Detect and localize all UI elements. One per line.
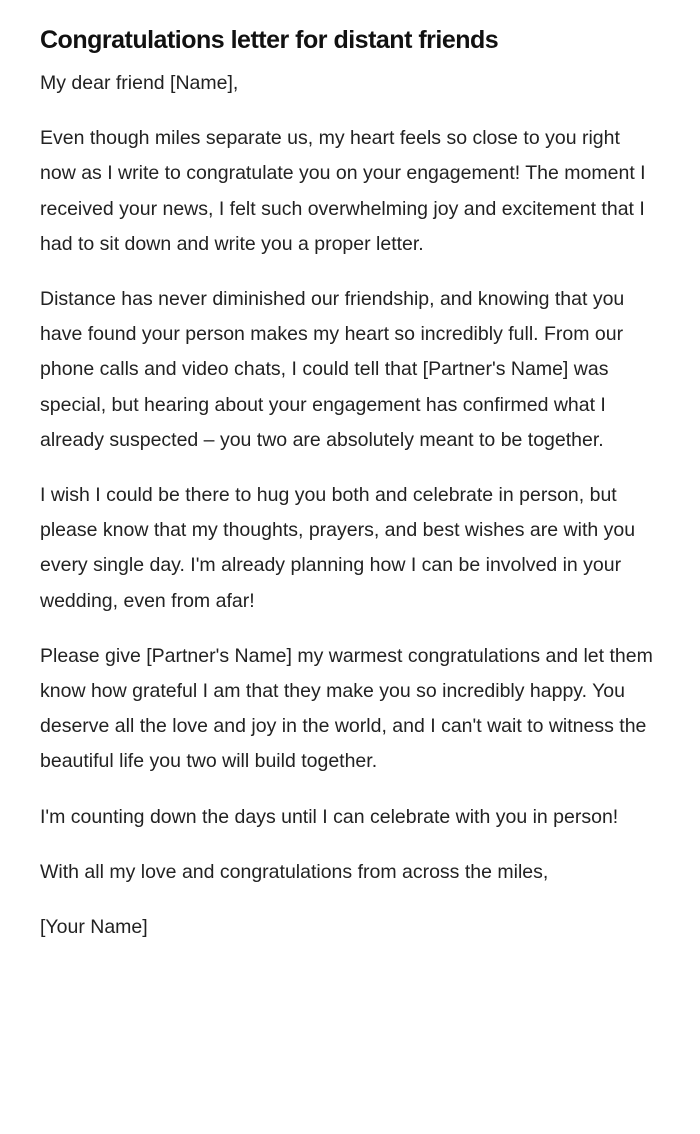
letter-paragraph-4: Please give [Partner's Name] my warmest congratulations and let them know how grateful I am that they make you so incredibly happy. You deserve all the love and joy in the world, and I can't wait to witness the beautiful life you two will build together. — [40, 644, 653, 773]
letter-paragraph-2: Distance has never diminished our friendship, and knowing that you have found your person makes my heart so incredibly full. From our phone calls and video chats, I could tell that [Partner's Name] was special, but hearing about your engagement has confirmed what I already suspected – you two are absolutely meant to be together. — [40, 288, 625, 451]
closing-line: With all my love and congratulations from across the miles, — [40, 860, 549, 883]
page-title: Congratulations letter for distant friends — [40, 26, 499, 54]
letter-paragraph-3: I wish I could be there to hug you both and celebrate in person, but please know that my thoughts, prayers, and best wishes are with you every single day. I'm already planning how I can be involved in your wedding, even from afar! — [40, 484, 636, 612]
letter-paragraph-1: Even though miles separate us, my heart feels so close to you right now as I write to congratulate you on your engagement! The moment I received your news, I felt such overwhelming joy and excitement that I had to sit down and write you a proper letter. — [40, 127, 646, 255]
signature: [Your Name] — [40, 916, 148, 939]
salutation: My dear friend [Name], — [40, 72, 239, 94]
letter-paragraph-5: I'm counting down the days until I can celebrate with you in person! — [40, 805, 619, 828]
